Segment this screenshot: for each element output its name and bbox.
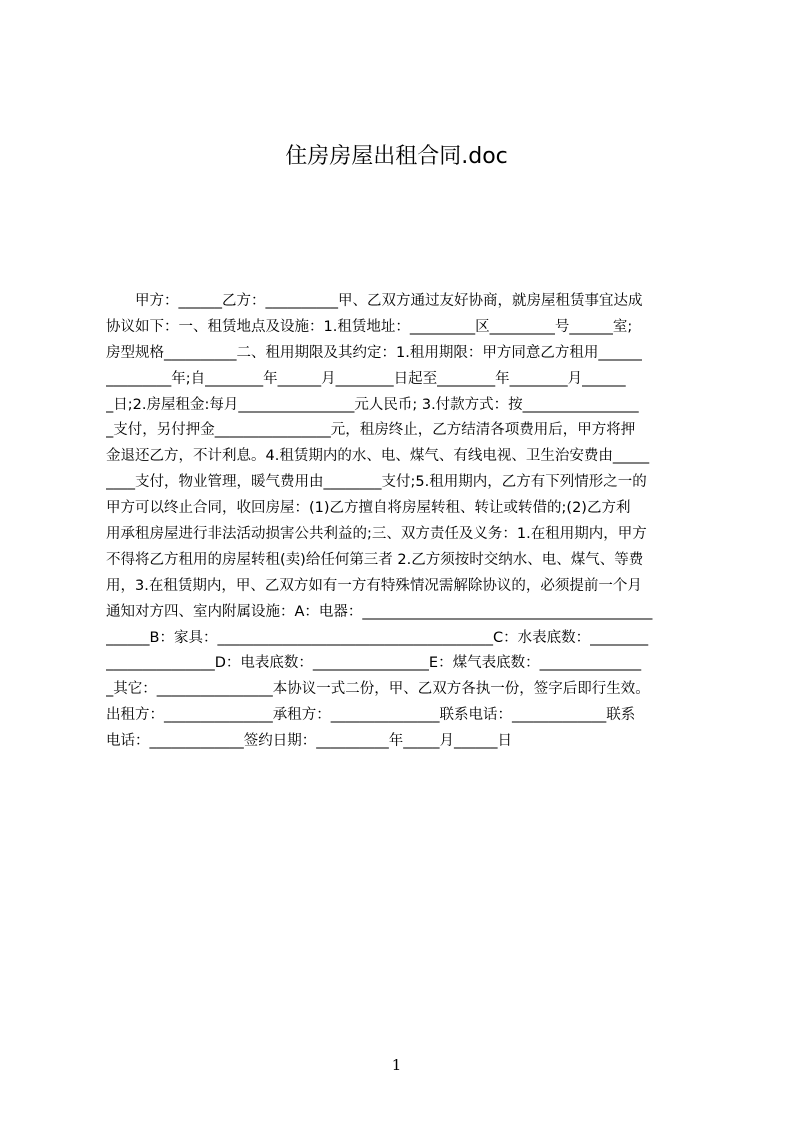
body-line: _日;2.房屋租金:每月________________元人民币; 3.付款方式：按________________ — [106, 396, 639, 413]
body-line: 通知对方四、室内附属设施：A：电器：________________________________________ — [106, 603, 653, 620]
body-line: 不得将乙方租用的房屋转租(卖)给任何第三者 2.乙方须按时交纳水、电、煤气、等费 — [106, 551, 644, 568]
body-line: 房型规格__________二、租用期限及其约定：1.租用期限：甲方同意乙方租用______ — [106, 344, 642, 361]
body-line: 协议如下：一、租赁地点及设施：1.租赁地址：_________区_________号______室; — [106, 318, 633, 335]
body-line: 金退还乙方，不计利息。4.租赁期内的水、电、煤气、有线电视、卫生治安费由_____ — [106, 448, 650, 465]
body-line: 电话：_____________签约日期：__________年_____月______日 — [106, 733, 512, 750]
body-line: _______________D：电表底数：________________E：煤气表底数：______________ — [106, 655, 642, 672]
body-line: _其它：________________本协议一式二份，甲、乙双方各执一份，签字后即行生效。 — [106, 681, 650, 698]
contract-body — [106, 289, 698, 755]
body-line: 用承租房屋进行非法活动损害公共利益的;三、双方责任及义务：1.在租用期内，甲方 — [106, 526, 647, 543]
document-title: 住房房屋出租合同.doc — [285, 144, 508, 169]
body-line: ______B：家具：______________________________________C：水表底数：________ — [106, 629, 649, 646]
body-line: 用，3.在租赁期内，甲、乙双方如有一方有特殊情况需解除协议的，必须提前一个月 — [106, 577, 642, 594]
page-number: 1 — [391, 1056, 402, 1074]
body-line: 甲方可以终止合同，收回房屋：(1)乙方擅自将房屋转租、转让或转借的;(2)乙方利 — [106, 500, 631, 517]
body-line: _支付，另付押金________________元，租房终止，乙方结清各项费用后，甲方将押 — [106, 422, 636, 439]
body-line: 出租方：_______________承租方：_______________联系电话：_____________联系 — [106, 707, 636, 724]
body-line: _________年;自________年______月________日起至________年________月______ — [106, 370, 626, 387]
body-line: 甲方：______乙方：__________甲、乙双方通过友好协商，就房屋租赁事宜达成 — [106, 293, 643, 309]
body-line: ____支付，物业管理，暖气费用由________支付;5.租用期内，乙方有下列情形之一的 — [106, 474, 647, 491]
